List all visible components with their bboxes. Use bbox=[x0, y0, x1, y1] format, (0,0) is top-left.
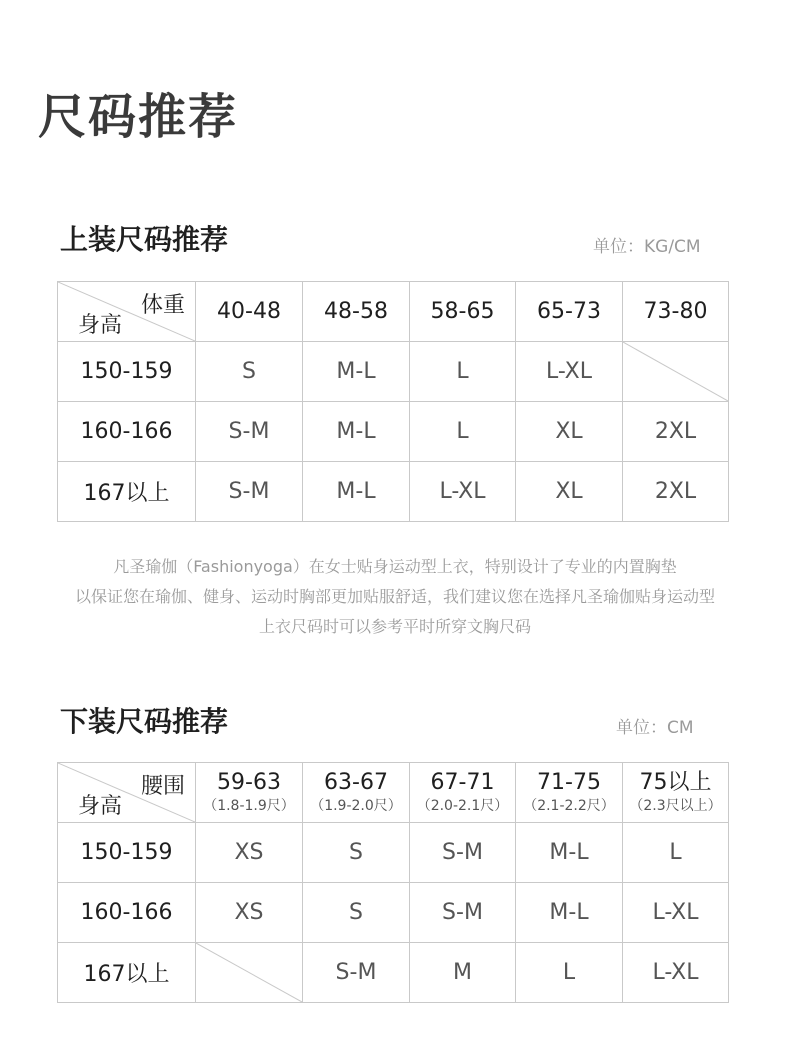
table-row bbox=[58, 402, 729, 462]
description-line: 上衣尺码时可以参考平时所穿文胸尺码 bbox=[258, 617, 531, 636]
corner-waist-label: 腰围 bbox=[140, 774, 185, 799]
size-cell: S-M bbox=[410, 883, 516, 943]
table-row bbox=[58, 462, 729, 522]
diagonal-divider bbox=[196, 943, 302, 1002]
row-header: 167以上 bbox=[58, 943, 196, 1003]
size-cell: M-L bbox=[516, 883, 623, 943]
size-cell: L-XL bbox=[410, 462, 516, 522]
empty-size-cell bbox=[196, 943, 303, 1003]
column-header bbox=[303, 763, 410, 823]
row-header: 160-166 bbox=[58, 883, 196, 943]
column-header-cm: 63-67 bbox=[324, 769, 388, 795]
size-cell: M-L bbox=[303, 342, 410, 402]
size-cell: XS bbox=[196, 883, 303, 943]
size-cell: S-M bbox=[196, 462, 303, 522]
corner-weight-label: 体重 bbox=[140, 293, 185, 318]
size-cell: M-L bbox=[303, 462, 410, 522]
column-header bbox=[410, 763, 516, 823]
row-header: 167以上 bbox=[58, 462, 196, 522]
column-header: 65-73 bbox=[516, 282, 623, 342]
bottoms-section-title: 下装尺码推荐 bbox=[60, 705, 229, 738]
size-cell: L bbox=[410, 402, 516, 462]
corner-cell bbox=[58, 282, 196, 342]
bottoms-unit-label: 单位：CM bbox=[616, 718, 694, 738]
corner-height-label: 身高 bbox=[78, 313, 123, 338]
tops-section-title: 上装尺码推荐 bbox=[60, 223, 229, 256]
table-row bbox=[58, 883, 729, 943]
size-cell: M-L bbox=[303, 402, 410, 462]
size-cell: S bbox=[196, 342, 303, 402]
column-header bbox=[623, 763, 729, 823]
column-header: 73-80 bbox=[623, 282, 729, 342]
tops-size-table bbox=[57, 281, 729, 522]
column-header-cm: 71-75 bbox=[537, 769, 601, 795]
column-header: 58-65 bbox=[410, 282, 516, 342]
row-header: 150-159 bbox=[58, 823, 196, 883]
table-row bbox=[58, 342, 729, 402]
page-title: 尺码推荐 bbox=[38, 89, 239, 145]
size-cell: XL bbox=[516, 462, 623, 522]
column-header: 48-58 bbox=[303, 282, 410, 342]
row-header: 160-166 bbox=[58, 402, 196, 462]
size-cell: M bbox=[410, 943, 516, 1003]
table-row bbox=[58, 823, 729, 883]
column-header bbox=[516, 763, 623, 823]
size-cell: L bbox=[516, 943, 623, 1003]
size-cell: L-XL bbox=[623, 943, 729, 1003]
size-cell: S bbox=[303, 883, 410, 943]
size-cell: L bbox=[410, 342, 516, 402]
size-cell: M-L bbox=[516, 823, 623, 883]
table-header-row bbox=[58, 282, 729, 342]
size-cell: S bbox=[303, 823, 410, 883]
empty-size-cell bbox=[623, 342, 729, 402]
size-cell: XS bbox=[196, 823, 303, 883]
size-cell: S-M bbox=[303, 943, 410, 1003]
size-cell: S-M bbox=[410, 823, 516, 883]
size-cell: L-XL bbox=[516, 342, 623, 402]
bottoms-size-table bbox=[57, 762, 729, 1003]
column-header-chi: （2.3尺以上） bbox=[629, 797, 722, 814]
size-cell: L bbox=[623, 823, 729, 883]
column-header-cm: 67-71 bbox=[430, 769, 495, 795]
column-header: 40-48 bbox=[196, 282, 303, 342]
column-header bbox=[196, 763, 303, 823]
tops-unit-label: 单位：KG/CM bbox=[593, 237, 701, 257]
size-cell: L-XL bbox=[623, 883, 729, 943]
size-cell: 2XL bbox=[623, 402, 729, 462]
column-header-chi: （1.9-2.0尺） bbox=[310, 797, 402, 814]
bra-pad-description bbox=[0, 552, 790, 642]
table-header-row bbox=[58, 763, 729, 823]
corner-height-label: 身高 bbox=[78, 794, 123, 819]
corner-cell bbox=[58, 763, 196, 823]
table-row bbox=[58, 943, 729, 1003]
column-header-chi: （2.1-2.2尺） bbox=[523, 797, 615, 814]
size-cell: XL bbox=[516, 402, 623, 462]
row-header: 150-159 bbox=[58, 342, 196, 402]
size-cell: 2XL bbox=[623, 462, 729, 522]
column-header-cm: 59-63 bbox=[217, 769, 281, 795]
diagonal-divider bbox=[623, 342, 728, 401]
description-line: 凡圣瑜伽（Fashionyoga）在女士贴身运动型上衣，特别设计了专业的内置胸垫 bbox=[113, 557, 677, 576]
column-header-chi: （1.8-1.9尺） bbox=[203, 797, 295, 814]
description-line: 以保证您在瑜伽、健身、运动时胸部更加贴服舒适，我们建议您在选择凡圣瑜伽贴身运动型 bbox=[74, 587, 715, 606]
column-header-cm: 75以上 bbox=[639, 769, 712, 795]
column-header-chi: （2.0-2.1尺） bbox=[416, 797, 509, 814]
size-cell: S-M bbox=[196, 402, 303, 462]
